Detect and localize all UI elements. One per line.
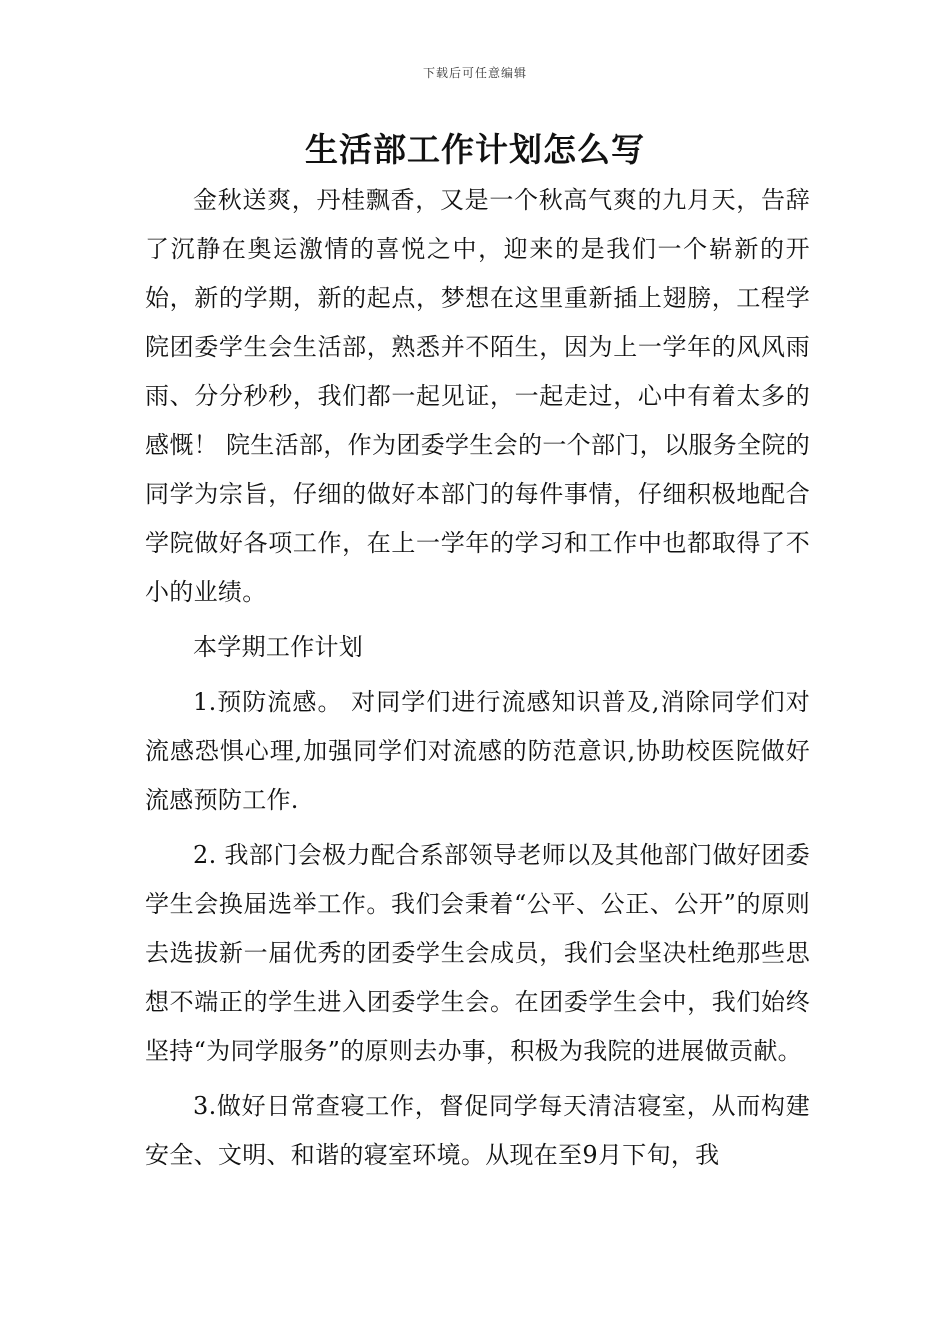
paragraph-plan-heading: 本学期工作计划: [193, 633, 364, 661]
document-body: [145, 176, 810, 1180]
paragraph-item-3: 3.做好日常查寝工作，督促同学每天清洁寝室，从而构建安全、文明、和谐的寝室环境。从现在至9月下旬，我: [145, 1092, 810, 1169]
document-title: 生活部工作计划怎么写: [305, 130, 645, 169]
paragraph-item-2: 2. 我部门会极力配合系部领导老师以及其他部门做好团委学生会换届选举工作。我们会秉着“公平、公正、公开”的原则去选拔新一届优秀的团委学生会成员，我们会坚决杜绝那些思想不端正的学生进入团委学生会。在团委学生会中，我们始终坚持“为同学服务”的原则去办事，积极为我院的进展做贡献。: [145, 841, 810, 1065]
header-note: 下载后可任意编辑: [422, 66, 527, 80]
paragraph-intro: 金秋送爽，丹桂飘香，又是一个秋高气爽的九月天，告辞了沉静在奥运激情的喜悦之中，迎来的是我们一个崭新的开始，新的学期，新的起点，梦想在这里重新插上翅膀，工程学院团委学生会生活部，熟悉并不陌生，因为上一学年的风风雨雨、分分秒秒，我们都一起见证，一起走过，心中有着太多的感慨！ 院生活部，作为团委学生会的一个部门，以服务全院的同学为宗旨，仔细的做好本部门的每件事情，仔细积极地配合学院做好各项工作，在上一学年的学习和工作中也都取得了不小的业绩。: [145, 186, 810, 606]
paragraph-item-1: 1.预防流感。 对同学们进行流感知识普及,消除同学们对流感恐惧心理,加强同学们对流感的防范意识,协助校医院做好流感预防工作.: [145, 688, 810, 814]
